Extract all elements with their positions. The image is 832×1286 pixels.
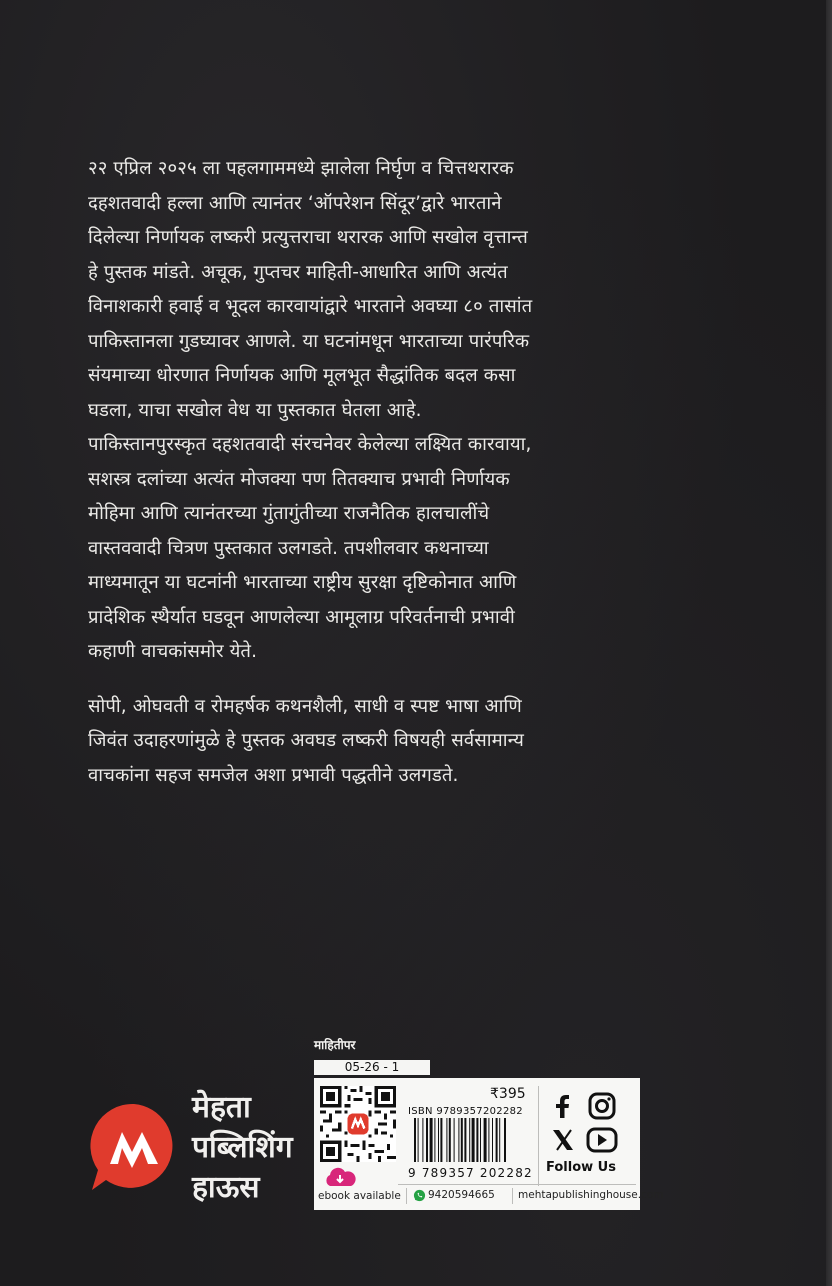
phone-number: 9420594665: [428, 1189, 495, 1201]
blurb-line: जिवंत उदाहरणांमुळे हे पुस्तक अवघड लष्करी विषयही सर्वसामान्य: [88, 730, 524, 751]
blurb-line: २२ एप्रिल २०२५ ला पहलगाममध्ये झालेला निर्घृण व चित्तथरारक: [88, 158, 514, 179]
website-link[interactable]: mehtapublishinghouse.com: [518, 1189, 664, 1201]
facebook-icon[interactable]: [556, 1095, 569, 1118]
social-icons: [546, 1090, 626, 1160]
blurb-line: हे पुस्तक मांडते. अचूक, गुप्तचर माहिती-आधारित आणि अत्यंत: [88, 261, 508, 283]
blurb-line: मोहिमा आणि त्यानंतरच्या गुंतागुंतीच्या राजनैतिक हालचालींचे: [88, 503, 490, 524]
blurb-line: वास्तववादी चित्रण पुस्तकात उलगडते. तपशीलवार कथनाच्या: [88, 537, 489, 559]
divider: [512, 1188, 513, 1204]
isbn: ISBN 9789357202282: [408, 1106, 523, 1117]
ebook-available-text: ebook available: [318, 1190, 401, 1202]
cover-edge: [826, 0, 832, 1286]
follow-us-text: Follow Us: [546, 1160, 616, 1175]
youtube-icon[interactable]: [588, 1129, 616, 1151]
instagram-icon[interactable]: [590, 1094, 614, 1118]
stock-code: 05-26 - 1: [314, 1060, 430, 1075]
blurb-line: घडला, याचा सखोल वेध या पुस्तकात घेतला आहे.: [88, 399, 422, 421]
info-label: [314, 1078, 664, 1210]
x-icon[interactable]: [553, 1130, 573, 1150]
blurb-line: दिलेल्या निर्णायक लष्करी प्रत्युत्तराचा थरारक आणि सखोल वृत्तान्त: [88, 227, 528, 248]
blurb-line: विनाशकारी हवाई व भूदल कारवायांद्वारे भारताने अवघ्या ८० तासांत: [88, 296, 533, 317]
price: ₹395: [490, 1086, 526, 1102]
qr-code-icon: [320, 1086, 396, 1162]
barcode-number: 9 789357 202282: [408, 1166, 533, 1180]
genre-label: माहितीपर: [314, 1038, 356, 1052]
blurb-line: सशस्त्र दलांच्या अत्यंत मोजक्या पण तितक्याच प्रभावी निर्णायक: [88, 468, 510, 490]
blurb-paragraph-2: [88, 690, 608, 794]
blurb-paragraph-1: [88, 152, 608, 670]
blurb-line: सोपी, ओघवती व रोमहर्षक कथनशैली, साधी व स्पष्ट भाषा आणि: [88, 695, 522, 717]
blurb-line: संयमाच्या धोरणात निर्णायक आणि मूलभूत सैद्धांतिक बदल कसा: [88, 365, 516, 386]
publisher-name-line: हाऊस: [192, 1170, 260, 1205]
divider: [406, 1188, 407, 1204]
publisher-name: [192, 1088, 293, 1208]
blurb-line: प्रादेशिक स्थैर्यात घडवून आणलेल्या आमूलाग्र परिवर्तनाची प्रभावी: [88, 606, 515, 628]
ebook-cloud-icon: [322, 1166, 358, 1188]
publisher-name-line: पब्लिशिंग: [192, 1130, 293, 1165]
divider: [538, 1086, 539, 1186]
blurb-line: दहशतवादी हल्ला आणि त्यानंतर ‘ऑपरेशन सिंदूर’द्वारे भारताने: [88, 192, 502, 214]
blurb-line: कहाणी वाचकांसमोर येते.: [88, 641, 258, 662]
blurb-text: [88, 152, 608, 793]
barcode-icon: [414, 1118, 532, 1162]
blurb-line: माध्यमातून या घटनांनी भारताच्या राष्ट्रीय सुरक्षा दृष्टिकोनात आणि: [88, 572, 517, 593]
whatsapp-icon: [413, 1189, 426, 1202]
blurb-line: पाकिस्तानपुरस्कृत दहशतवादी संरचनेवर केलेल्या लक्ष्यित कारवाया,: [88, 434, 532, 455]
publisher-logo-icon: [86, 1098, 182, 1194]
blurb-line: वाचकांना सहज समजेल अशा प्रभावी पद्धतीने उलगडते.: [88, 764, 459, 786]
blurb-line: पाकिस्तानला गुडघ्यावर आणले. या घटनांमधून भारताच्या पारंपरिक: [88, 330, 530, 352]
divider: [398, 1184, 636, 1185]
publisher-name-line: मेहता: [192, 1090, 251, 1125]
